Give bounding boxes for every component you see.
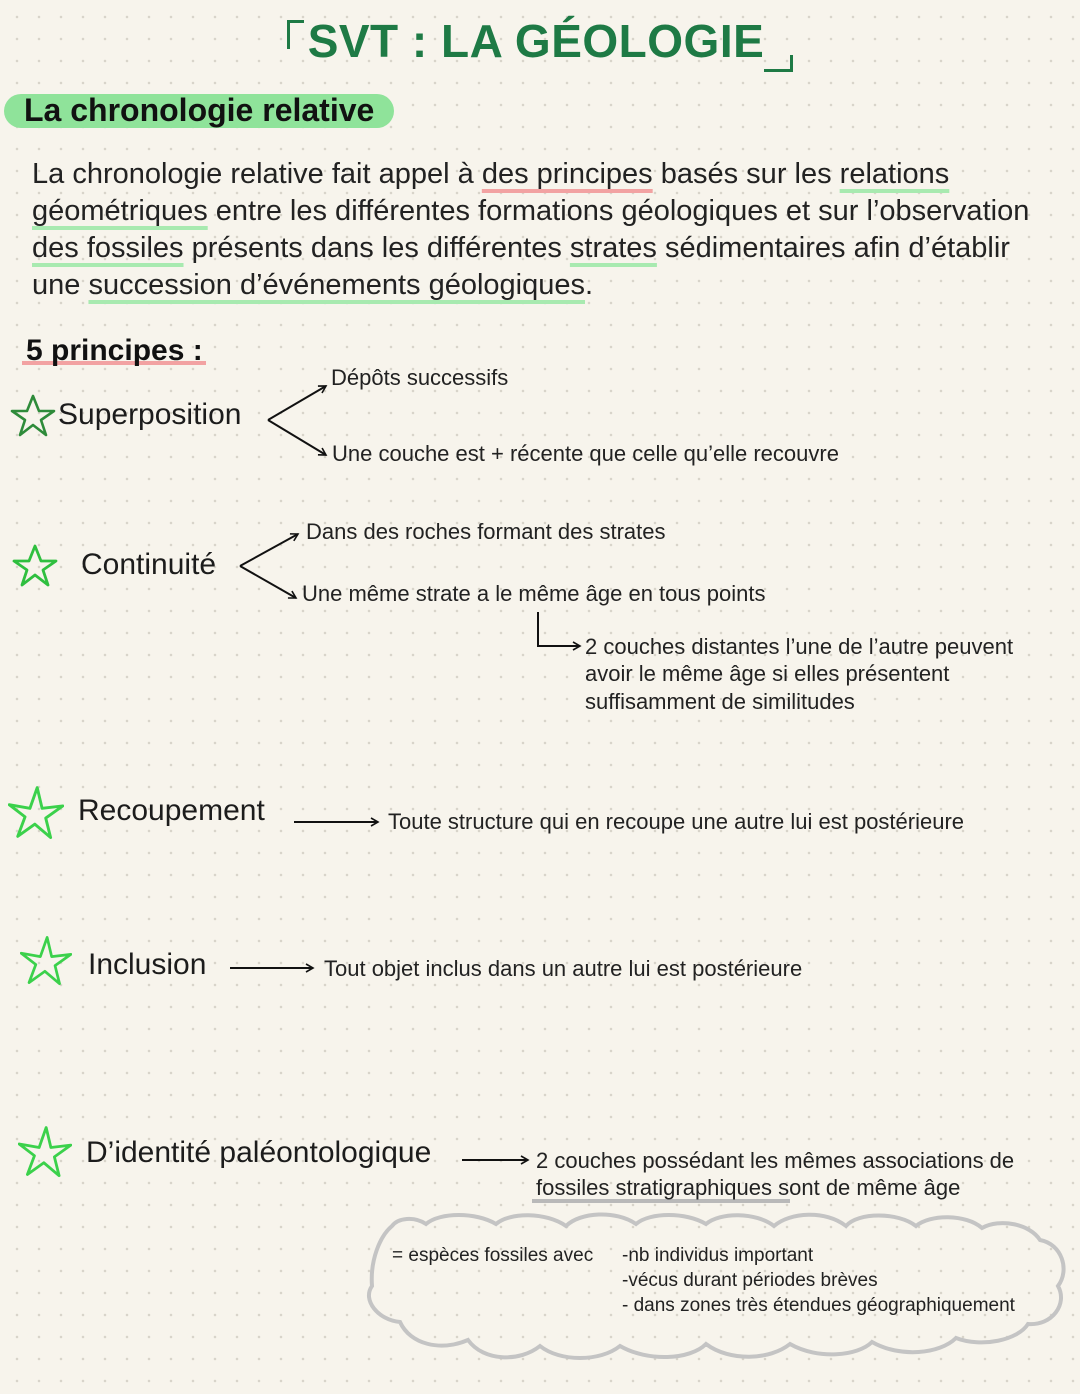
superposition-branch-down — [268, 420, 326, 455]
identite-definition-2 — [536, 1174, 960, 1201]
cloud-line-2: -vécus durant périodes brèves — [622, 1270, 878, 1291]
title-text: SVT : LA GÉOLOGIE — [307, 15, 765, 67]
principe-inclusion: Inclusion — [88, 948, 207, 981]
superposition-branch-2: Une couche est + récente que celle qu’elle recouvre — [332, 441, 839, 466]
continuite-sub-3: suffisamment de similitudes — [585, 689, 855, 714]
cloud-line-3: - dans zones très étendues géographiquement — [622, 1295, 1015, 1316]
title-bracket-left — [287, 20, 304, 49]
star-icon — [12, 542, 58, 588]
superposition-branch-up — [268, 386, 326, 420]
principe-superposition: Superposition — [58, 398, 242, 431]
identite-definition-end: sont de même âge — [772, 1175, 961, 1200]
intro-highlight: relations géométriques — [32, 158, 950, 227]
continuite-branch-2: Une même strate a le même âge en tous points — [302, 581, 766, 606]
principe-recoupement: Recoupement — [78, 794, 265, 827]
intro-paragraph — [32, 156, 1042, 304]
principe-identite: D’identité paléontologique — [86, 1136, 432, 1169]
section-title: La chronologie relative — [24, 92, 375, 128]
inclusion-definition: Tout objet inclus dans un autre lui est postérieure — [324, 956, 803, 981]
superposition-branch-1: Dépôts successifs — [331, 365, 509, 390]
intro-text: sédimentaires afin d’établir une — [32, 232, 1010, 301]
intro-text: entre les différentes formations géologiques et sur l’observation — [207, 195, 1030, 227]
principes-title: 5 principes : — [26, 334, 203, 367]
intro-highlight: des fossiles — [32, 232, 184, 264]
continuite-branch-1: Dans des roches formant des strates — [306, 519, 666, 544]
intro-highlight: succession d’événements géologiques — [88, 269, 585, 301]
star-icon — [10, 392, 56, 438]
cloud-line-1: -nb individus important — [622, 1245, 814, 1266]
identite-definition-1: 2 couches possédant les mêmes associations de — [536, 1148, 1015, 1173]
continuite-sub-arrow — [538, 612, 580, 646]
intro-text: basés sur les — [652, 158, 840, 190]
principe-continuite: Continuité — [81, 548, 217, 581]
continuite-branch-up — [240, 534, 298, 566]
continuite-sub-2: avoir le même âge si elles présentent — [585, 661, 950, 686]
continuite-branch-down — [240, 566, 296, 598]
intro-text: La chronologie relative fait appel à — [32, 158, 482, 190]
identite-fossiles: fossiles stratigraphiques — [536, 1175, 773, 1200]
star-icon — [18, 1124, 72, 1178]
intro-text: . — [585, 269, 594, 301]
star-icon — [8, 784, 64, 840]
continuite-sub-1: 2 couches distantes l’une de l’autre peuvent — [585, 634, 1014, 659]
cloud-lead: = espèces fossiles avec — [392, 1245, 594, 1266]
intro-text: présents dans les différentes — [183, 232, 570, 264]
recoupement-definition: Toute structure qui en recoupe une autre lui est postérieure — [388, 809, 965, 834]
page-title — [0, 14, 1080, 68]
star-icon — [20, 934, 72, 986]
intro-highlight: des principes — [481, 158, 653, 190]
title-bracket-right — [764, 55, 793, 72]
intro-highlight: strates — [569, 232, 657, 264]
